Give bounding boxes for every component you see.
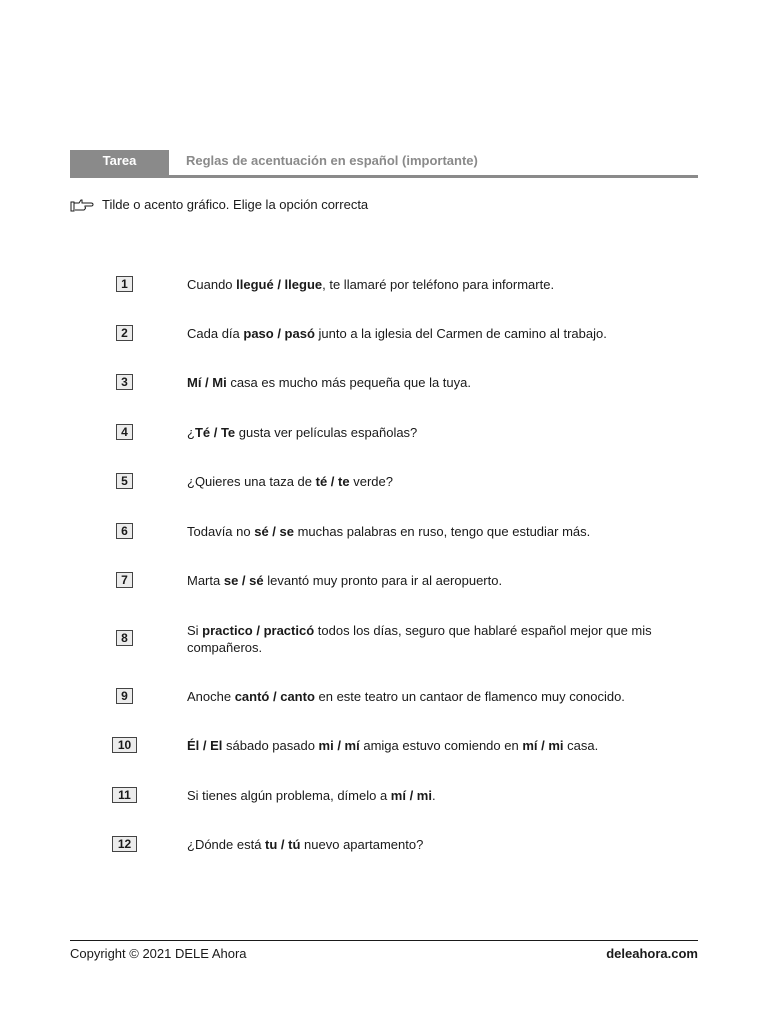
answer-options[interactable]: llegué / llegue <box>236 277 323 292</box>
sentence-text: Cuando <box>187 277 237 292</box>
item-sentence <box>187 737 687 754</box>
item-sentence <box>187 787 687 804</box>
item-number: 4 <box>116 424 133 440</box>
sentence-text: Anoche <box>187 689 235 704</box>
task-label: Tarea <box>70 150 169 176</box>
instruction-text: Tilde o acento gráfico. Elige la opción correcta <box>102 197 369 212</box>
item-sentence <box>187 523 687 540</box>
sentence-text: levantó muy pronto para ir al aeropuerto. <box>263 573 503 588</box>
item-number: 3 <box>116 374 133 390</box>
answer-options[interactable]: cantó / canto <box>234 689 315 704</box>
sentence-text: en este teatro un cantaor de flamenco muy conocido. <box>314 689 625 704</box>
dele-ahora-logo <box>582 52 700 122</box>
answer-options[interactable]: practico / practicó <box>202 623 315 638</box>
answer-options[interactable]: paso / pasó <box>243 326 315 341</box>
sentence-text: ¿Dónde está <box>187 837 266 852</box>
sentence-text: junto a la iglesia del Carmen de camino al trabajo. <box>314 326 607 341</box>
sentence-text: casa. <box>563 738 599 753</box>
footer-site[interactable]: deleahora.com <box>606 946 698 961</box>
sentence-text: sábado pasado <box>222 738 319 753</box>
item-number: 7 <box>116 572 133 588</box>
answer-options[interactable]: té / te <box>315 474 350 489</box>
sentence-text: Todavía no <box>187 524 255 539</box>
answer-options[interactable]: tu / tú <box>265 837 301 852</box>
sentence-text: nuevo apartamento? <box>300 837 424 852</box>
item-sentence <box>187 688 687 705</box>
sentence-text: gusta ver películas españolas? <box>235 425 418 440</box>
item-number: 5 <box>116 473 133 489</box>
answer-options[interactable]: se / sé <box>223 573 264 588</box>
item-sentence <box>187 473 687 490</box>
answer-options[interactable]: Té / Te <box>194 425 236 440</box>
item-sentence <box>187 325 687 342</box>
sentence-text: Marta <box>187 573 224 588</box>
sentence-text: casa es mucho más pequeña que la tuya. <box>226 375 471 390</box>
item-number: 1 <box>116 276 133 292</box>
item-sentence <box>187 836 687 853</box>
pointing-hand-icon <box>70 198 94 212</box>
answer-options[interactable]: Él / El <box>187 738 223 753</box>
sentence-text: amiga estuvo comiendo en <box>359 738 523 753</box>
answer-options[interactable]: Mí / Mi <box>187 375 227 390</box>
task-underline <box>70 175 698 178</box>
item-number: 11 <box>112 787 137 803</box>
item-sentence <box>187 374 687 391</box>
sentence-text: . <box>431 788 436 803</box>
answer-options[interactable]: sé / se <box>254 524 294 539</box>
item-number: 8 <box>116 630 133 646</box>
sentence-text: ¿Quieres una taza de <box>187 474 316 489</box>
answer-options[interactable]: mi / mí <box>318 738 360 753</box>
item-number: 10 <box>112 737 137 753</box>
answer-options[interactable]: mí / mi <box>522 738 564 753</box>
item-sentence <box>187 622 687 656</box>
sentence-text: verde? <box>349 474 393 489</box>
sentence-text: todos los días, seguro que hablaré español mejor que mis compañeros. <box>187 623 652 655</box>
footer-divider <box>70 940 698 941</box>
item-sentence <box>187 572 687 589</box>
sentence-text: Cada día <box>187 326 244 341</box>
item-number: 2 <box>116 325 133 341</box>
item-sentence <box>187 276 687 293</box>
task-title: Reglas de acentuación en español (importante) <box>186 153 478 168</box>
sentence-text: , te llamaré por teléfono para informarte. <box>322 277 555 292</box>
sentence-text: Si tienes algún problema, dímelo a <box>187 788 391 803</box>
sentence-text: Si <box>187 623 203 638</box>
item-number: 12 <box>112 836 137 852</box>
instruction <box>70 197 368 212</box>
footer-copyright: Copyright © 2021 DELE Ahora <box>70 946 247 961</box>
sentence-text: ¿ <box>187 425 195 440</box>
item-sentence <box>187 424 687 441</box>
sentence-text: muchas palabras en ruso, tengo que estudiar más. <box>293 524 591 539</box>
item-number: 9 <box>116 688 133 704</box>
answer-options[interactable]: mí / mi <box>390 788 432 803</box>
item-number: 6 <box>116 523 133 539</box>
